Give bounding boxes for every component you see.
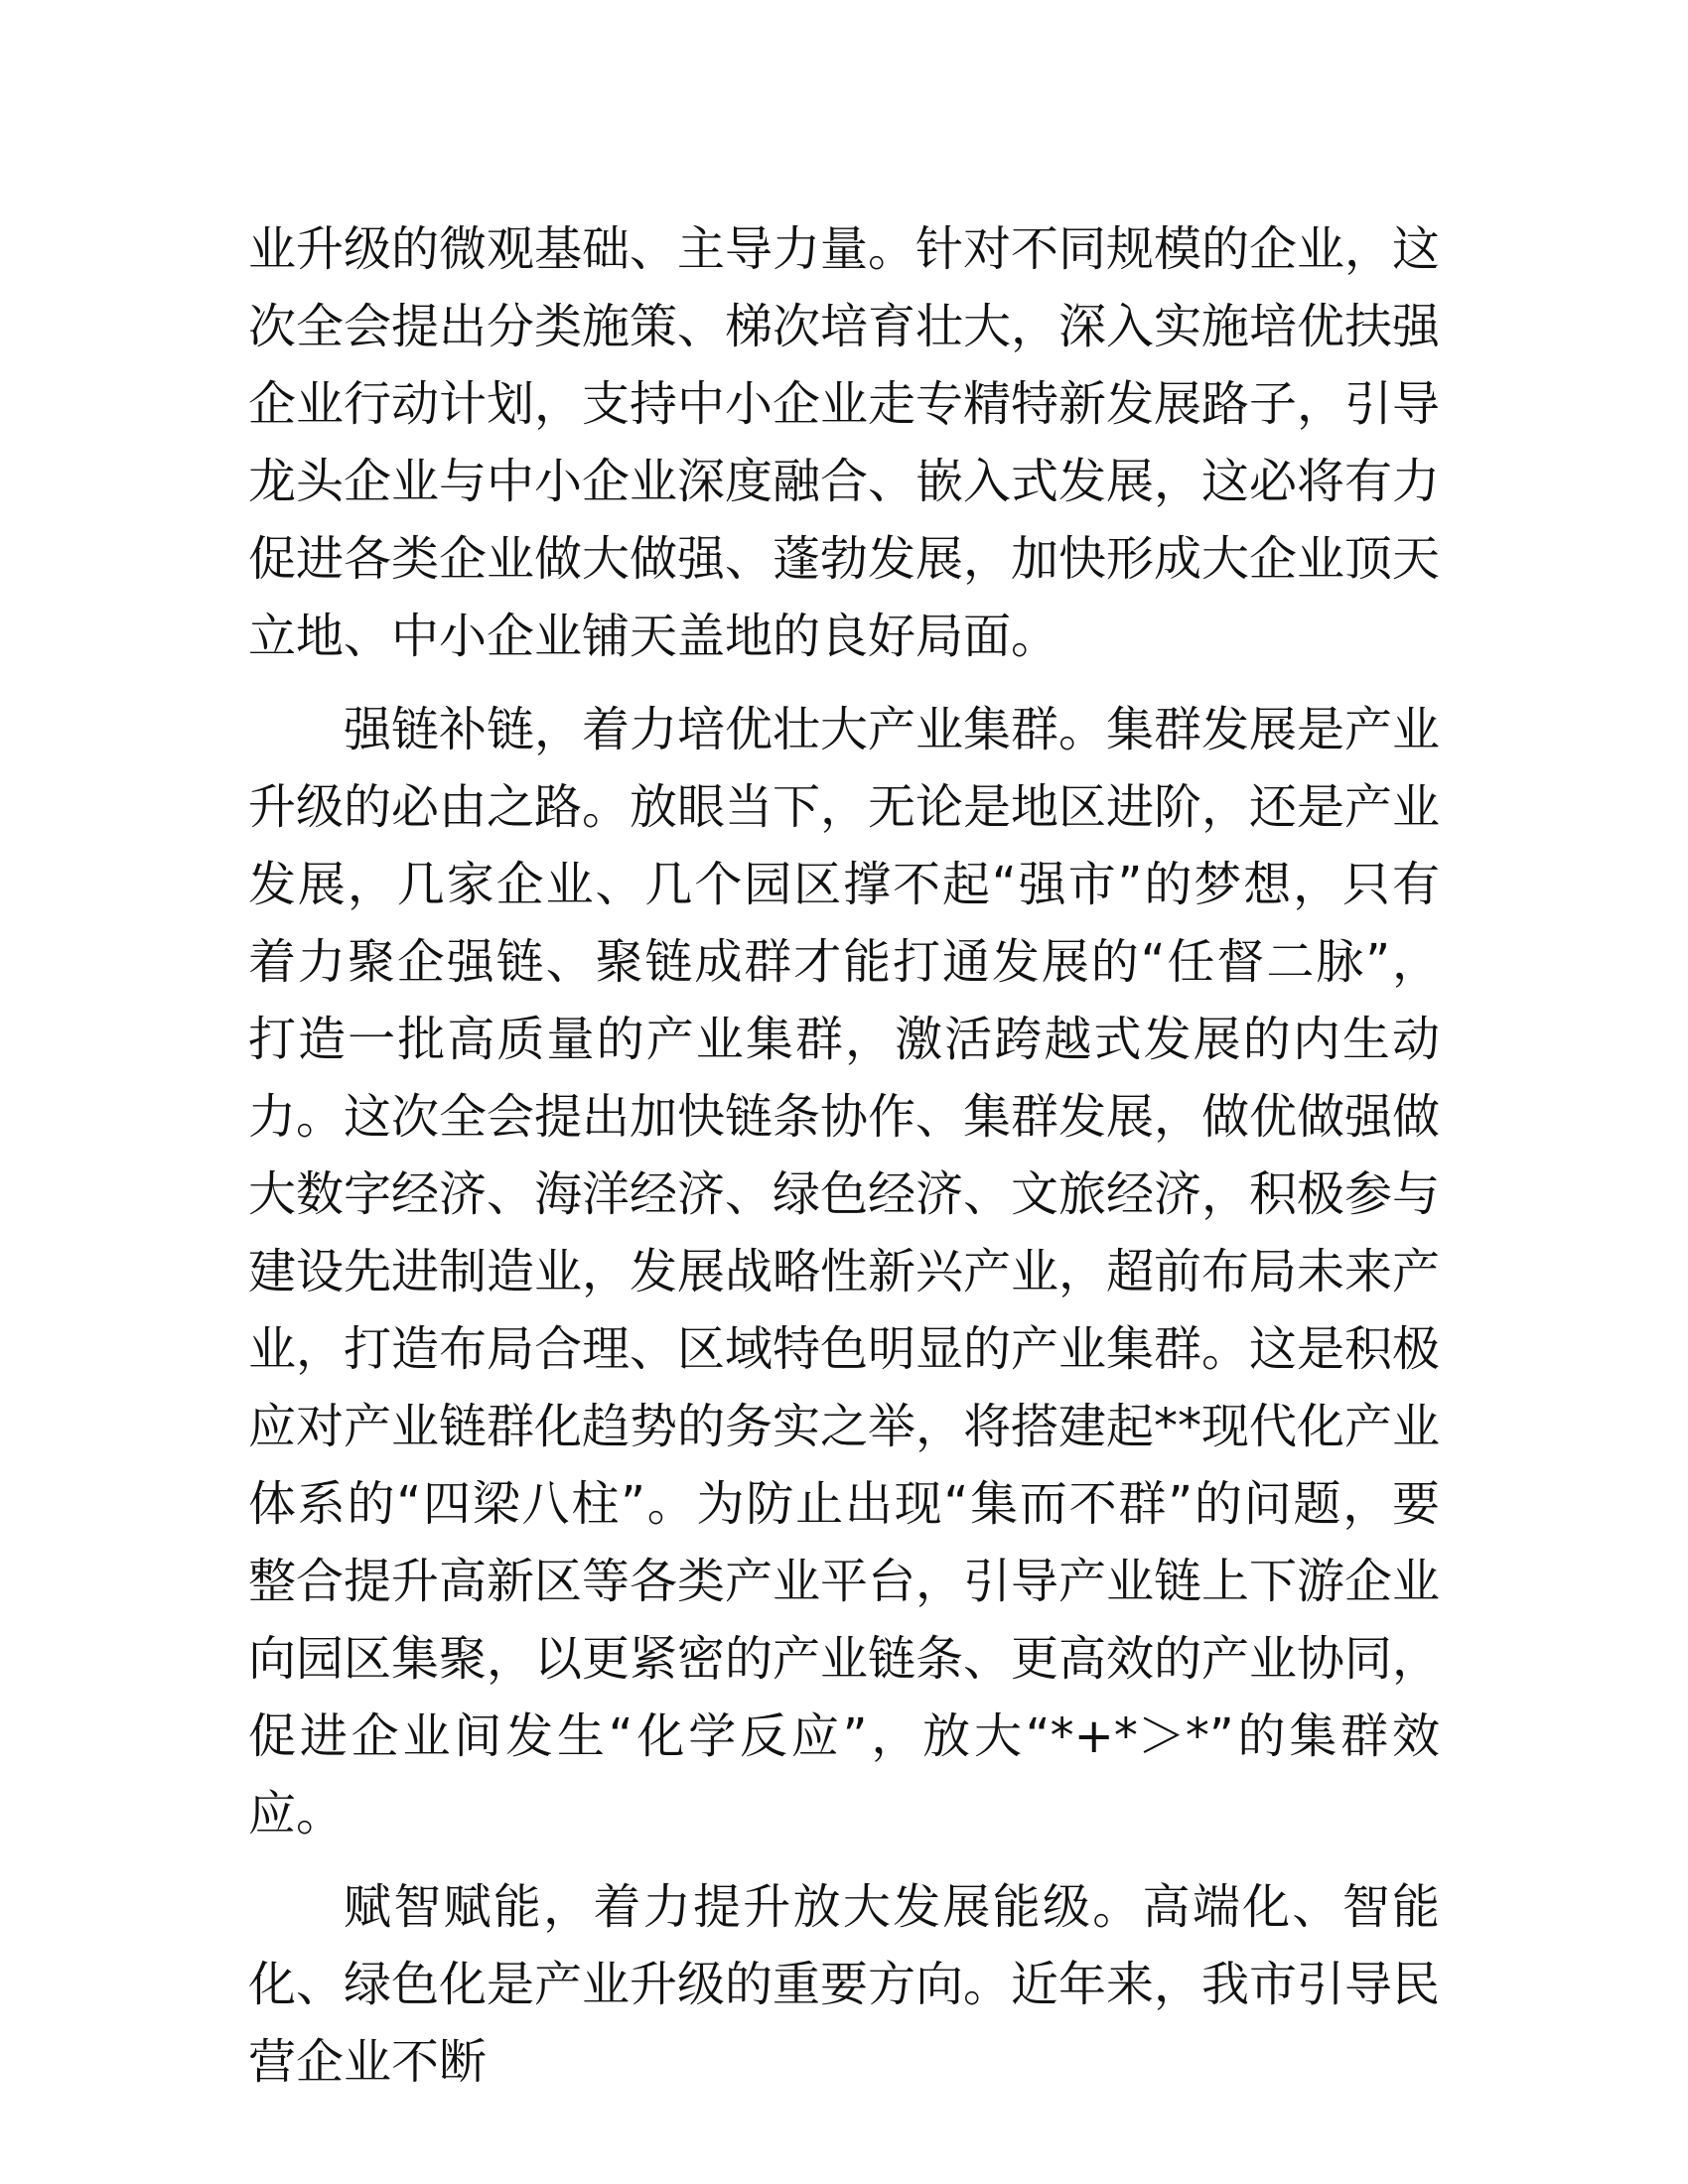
body-text bbox=[248, 210, 1440, 2101]
paragraph-industrial-clusters: 强链补链，着力培优壮大产业集群。集群发展是产业升级的必由之路。放眼当下，无论是地区进阶，还是产业发展，几家企业、几个园区撑不起“强市”的梦想，只有着力聚企强链、聚链成群才能打通发展的“任督二脉”，打造一批高质量的产业集群，激活跨越式发展的内生动力。这次全会提出加快链条协作、集群发展，做优做强做大数字经济、海洋经济、绿色经济、文旅经济，积极参与建设先进制造业，发展战略性新兴产业，超前布局未来产业，打造布局合理、区域特色明显的产业集群。这是积极应对产业链群化趋势的务实之举，将搭建起**现代化产业体系的“四梁八柱”。为防止出现“集而不群”的问题，要整合提升高新区等各类产业平台，引导产业链上下游企业向园区集聚，以更紧密的产业链条、更高效的产业协同，促进企业间发生“化学反应”，放大“*+*＞*”的集群效应。 bbox=[248, 702, 1441, 1842]
paragraph-continuation: 业升级的微观基础、主导力量。针对不同规模的企业，这次全会提出分类施策、梯次培育壮大，深入实施培优扶强企业行动计划，支持中小企业走专精特新发展路子，引导龙头企业与中小企业深度融合、嵌入式发展，这必将有力促进各类企业做大做强、蓬勃发展，加快形成大企业顶天立地、中小企业铺天盖地的良好局面。 bbox=[248, 221, 1441, 664]
paragraph-empowerment: 赋智赋能，着力提升放大发展能级。高端化、智能化、绿色化是产业升级的重要方向。近年来，我市引导民营企业不断 bbox=[248, 1879, 1441, 2090]
